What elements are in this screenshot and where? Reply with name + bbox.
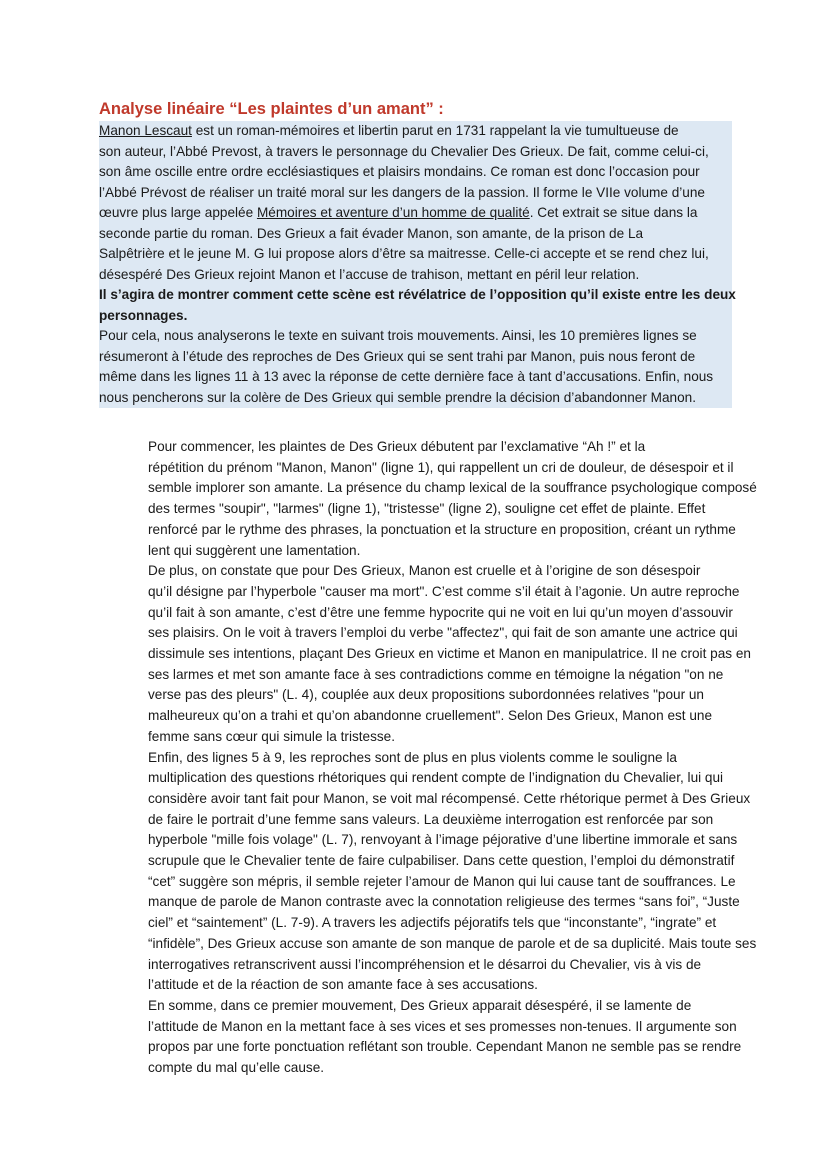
body-line: hyperbole "mille fois volage" (L. 7), renvoyant à l’image péjorative d’une libertine immorale et sans <box>148 832 738 848</box>
body-line: qu’il désigne par l’hyperbole "causer ma mort". C’est comme s’il était à l’agonie. Un autre reproche <box>148 583 740 599</box>
plan-line: même dans les lignes 11 à 13 avec la réponse de cette dernière face à tant d’accusations. Enfin, nous <box>99 369 714 384</box>
introduction-block <box>99 121 736 408</box>
intro-line: seconde partie du roman. Des Grieux a fait évader Manon, son amante, de la prison de La <box>99 225 644 241</box>
body-line: Pour commencer, les plaintes de Des Grieux débutent par l’exclamative “Ah !” et la <box>148 439 646 454</box>
body-paragraph-4 <box>99 996 742 1079</box>
intro-line-text: . Cet extrait se situe dans la <box>529 205 698 220</box>
body-line: de faire le portrait d’une femme sans valeurs. La deuxième interrogation est renforcée par son <box>148 811 714 827</box>
body-line: En somme, dans ce premier mouvement, Des Grieux apparait désespéré, il se lamente de <box>148 997 692 1013</box>
intro-line <box>99 203 732 224</box>
body-line: ciel” et “saintement” (L. 7-9). A travers les adjectifs péjoratifs tels que “inconstante”, “ingrate” et <box>148 915 717 931</box>
book-title-underlined: Manon Lescaut <box>99 123 192 138</box>
body-line: compte du mal qu’elle cause. <box>148 1060 325 1076</box>
plan-paragraph <box>99 326 732 408</box>
body-line: répétition du prénom "Manon, Manon" (ligne 1), qui rappellent un cri de douleur, de désespoir et il <box>148 459 734 475</box>
analysis-body <box>99 437 757 1079</box>
intro-line <box>99 121 732 142</box>
plan-line: Pour cela, nous analyserons le texte en suivant trois mouvements. Ainsi, les 10 premières lignes se <box>99 328 697 343</box>
body-line: ses plaisirs. On le voit à travers l’emploi du verbe "affectez", qui fait de son amante une actrice qui <box>148 625 738 641</box>
body-line: manque de parole de Manon contraste avec la connotation religieuse des termes “sans foi”, “Juste <box>148 894 740 910</box>
intro-line-text: œuvre plus large appelée <box>99 205 257 220</box>
intro-line: son auteur, l’Abbé Prevost, à travers le personnage du Chevalier Des Grieux. De fait, comme celui-ci, <box>99 143 709 159</box>
body-paragraph-1 <box>99 437 757 561</box>
body-line: renforcé par le rythme des phrases, la ponctuation et la structure en proposition, créant un rythme <box>148 521 736 537</box>
intro-line: Salpêtrière et le jeune M. G lui propose alors d’être sa maitresse. Celle-ci accepte et se rend chez lui, <box>99 246 709 261</box>
body-line: interrogatives retranscrivent aussi l’incompréhension et le désarroi du Chevalier, vis à vis de <box>148 956 702 972</box>
intro-paragraph <box>99 121 732 285</box>
body-line: qu’il fait à son amante, c’est d’être une femme hypocrite qui ne voit en lui qu’un moyen d’assouvir <box>148 604 733 620</box>
book-title-underlined: Mémoires et aventure d’un homme de qualité <box>256 205 530 220</box>
problematique-line: Il s’agira de montrer comment cette scène est révélatrice de l’opposition qu’il existe entre les deux <box>99 287 736 302</box>
body-line: De plus, on constate que pour Des Grieux, Manon est cruelle et à l’origine de son désespoir <box>148 563 701 579</box>
plan-line: nous pencherons sur la colère de Des Grieux qui semble prendre la décision d’abandonner Manon. <box>99 389 696 405</box>
problematique <box>99 285 736 326</box>
body-paragraph-2 <box>99 561 751 747</box>
plan-line: résumeront à l’étude des reproches de Des Grieux qui se sent trahi par Manon, puis nous feront de <box>99 348 696 364</box>
body-line: l’attitude et de la réaction de son amante face à ses accusations. <box>148 977 538 993</box>
body-line: des termes "soupir", "larmes" (ligne 1), "tristesse" (ligne 2), souligne cet effet de plainte. Effet <box>148 501 706 517</box>
intro-line: l’Abbé Prévost de réaliser un traité moral sur les dangers de la passion. Il forme le VIIe volume d’une <box>99 184 705 200</box>
body-line: lent qui suggèrent une lamentation. <box>148 542 361 558</box>
body-line: dissimule ses intentions, plaçant Des Grieux en victime et Manon en manipulatrice. Il ne croit pas en <box>148 646 751 662</box>
problematique-line: personnages. <box>99 307 188 323</box>
body-line: Enfin, des lignes 5 à 9, les reproches sont de plus en plus violents comme le souligne la <box>148 749 677 765</box>
body-line: malheureux qu’on a trahi et qu’on abandonne cruellement". Selon Des Grieux, Manon est une <box>148 708 713 724</box>
intro-line: son âme oscille entre ordre ecclésiastiques et plaisirs mondains. Ce roman est donc l’occasion pour <box>99 164 700 179</box>
body-paragraph-3 <box>99 748 757 996</box>
body-line: femme sans cœur qui simule la tristesse. <box>148 728 396 744</box>
body-line: l’attitude de Manon en la mettant face à ses vices et ses promesses non-tenues. Il argumente son <box>148 1018 737 1034</box>
body-line: “infidèle”, Des Grieux accuse son amante de son manque de parole et de sa duplicité. Mais toute ses <box>148 935 757 951</box>
body-line: multiplication des questions rhétoriques qui rendent compte de l’indignation du Chevalier, lui qui <box>148 770 724 786</box>
body-line: propos par une forte ponctuation reflétant son trouble. Cependant Manon ne semble pas se rendre <box>148 1039 742 1055</box>
body-line: ses larmes et met son amante face à ses contradictions comme en témoigne la négation "on ne <box>148 666 724 682</box>
document-title: Analyse linéaire “Les plaintes d’un amant” : <box>99 100 444 118</box>
body-line: considère avoir tant fait pour Manon, se voit mal récompensé. Cette rhétorique permet à Des Grieux <box>148 790 751 806</box>
body-line: scrupule que le Chevalier tente de faire culpabiliser. Dans cette question, l’emploi du démonstratif <box>148 853 735 869</box>
body-line: “cet” suggère son mépris, il semble rejeter l’amour de Manon qui lui cause tant de souffrances. Le <box>148 873 736 889</box>
body-line: semble implorer son amante. La présence du champ lexical de la souffrance psychologique composé <box>148 480 757 496</box>
intro-line: désespéré Des Grieux rejoint Manon et l’accuse de trahison, mettant en péril leur relation. <box>99 266 640 282</box>
intro-line-text: est un roman-mémoires et libertin parut en 1731 rappelant la vie tumultueuse de <box>191 123 679 138</box>
body-line: verse pas des pleurs" (L. 4), couplée aux deux propositions subordonnées relatives "pour un <box>148 687 704 703</box>
